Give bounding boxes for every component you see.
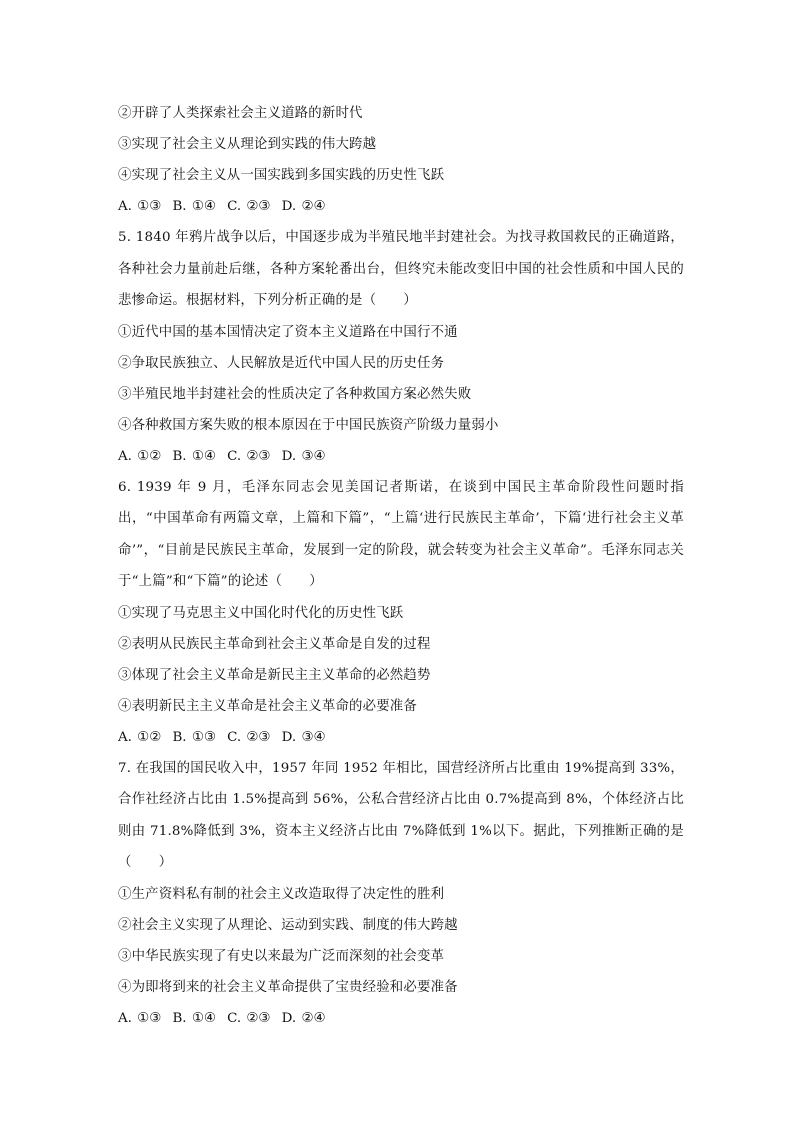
question-6 <box>118 472 684 753</box>
q7-option-4: ④为即将到来的社会主义革命提供了宝贵经验和必要准备 <box>118 979 458 995</box>
q5-answer-a: A. ①② <box>118 448 162 464</box>
q6-option-1: ①实现了马克思主义中国化时代化的历史性飞跃 <box>118 605 404 621</box>
q4-answer-d: D. ②④ <box>281 199 326 214</box>
q5-option-1: ①近代中国的基本国情决定了资本主义道路在中国行不通 <box>118 324 458 340</box>
q6-answer-choices <box>118 722 684 753</box>
q7-option-2: ②社会主义实现了从理论、运动到实践、制度的伟大跨越 <box>118 917 458 933</box>
q7-answer-d: D. ②④ <box>281 1010 326 1026</box>
q4-answer-a: A. ①③ <box>118 199 162 214</box>
q5-answer-choices <box>118 441 684 472</box>
q4-answer-c: C. ②③ <box>227 199 271 214</box>
q4-option-2: ②开辟了人类探索社会主义道路的新时代 <box>118 106 363 121</box>
q7-answer-c: C. ②③ <box>227 1010 271 1026</box>
q5-answer-b: B. ①④ <box>172 448 216 464</box>
q6-option-4: ④表明新民主主义革命是社会主义革命的必要准备 <box>118 698 417 714</box>
q7-answer-choices <box>118 1003 684 1034</box>
q4-option-4: ④实现了社会主义从一国实践到多国实践的历史性飞跃 <box>118 168 445 183</box>
question-7 <box>118 753 684 1034</box>
q4-option-3: ③实现了社会主义从理论到实践的伟大跨越 <box>118 137 377 152</box>
q6-stem: 6. 1939 年 9 月，毛泽东同志会见美国记者斯诺，在谈到中国民主革命阶段性问题时指出，“中国革命有两篇文章，上篇和下篇”，“上篇‘进行民族民主革命’，下篇‘进行社会主义革命’”，“目前是民族民主革命，发展到一定的阶段，就会转变为社会主义革命”。毛泽东同志关于“上篇”和“下篇”的论述（ ） <box>118 479 684 589</box>
q7-option-1: ①生产资料私有制的社会主义改造取得了决定性的胜利 <box>118 886 445 902</box>
q4-answer-choices <box>118 191 684 222</box>
q5-stem: 5. 1840 年鸦片战争以后，中国逐步成为半殖民地半封建社会。为找寻救国救民的正确道路，各种社会力量前赴后继，各种方案轮番出台，但终究未能改变旧中国的社会性质和中国人民的悲惨命运。根据材料，下列分析正确的是（ ） <box>118 230 684 308</box>
q5-option-3: ③半殖民地半封建社会的性质决定了各种救国方案必然失败 <box>118 386 472 402</box>
q7-stem: 7. 在我国的国民收入中，1957 年同 1952 年相比，国营经济所占比重由 19%提高到 33%，合作社经济占比由 1.5%提高到 56%，公私合营经济占比由 0.7%提高到 8%，个体经济占比则由 71.8%降低到 3%，资本主义经济占比由 7%降低到 1%以下。据此，下列推断正确的是（ ） <box>118 760 684 870</box>
q7-answer-a: A. ①③ <box>118 1010 162 1026</box>
q6-answer-c: C. ②③ <box>227 729 271 745</box>
question-4-tail <box>118 98 684 222</box>
q5-option-4: ④各种救国方案失败的根本原因在于中国民族资产阶级力量弱小 <box>118 417 499 433</box>
q4-answer-b: B. ①④ <box>172 199 216 214</box>
q6-answer-b: B. ①③ <box>172 729 216 745</box>
question-5 <box>118 222 684 472</box>
q6-option-3: ③体现了社会主义革命是新民主主义革命的必然趋势 <box>118 667 431 683</box>
q5-answer-d: D. ③④ <box>281 448 326 464</box>
q6-option-2: ②表明从民族民主革命到社会主义革命是自发的过程 <box>118 636 431 652</box>
exam-page <box>118 98 684 1034</box>
q5-answer-c: C. ②③ <box>227 448 271 464</box>
q5-option-2: ②争取民族独立、人民解放是近代中国人民的历史任务 <box>118 355 445 371</box>
q6-answer-a: A. ①② <box>118 729 162 745</box>
q7-answer-b: B. ①④ <box>172 1010 216 1026</box>
q6-answer-d: D. ③④ <box>281 729 326 745</box>
q7-option-3: ③中华民族实现了有史以来最为广泛而深刻的社会变革 <box>118 948 445 964</box>
